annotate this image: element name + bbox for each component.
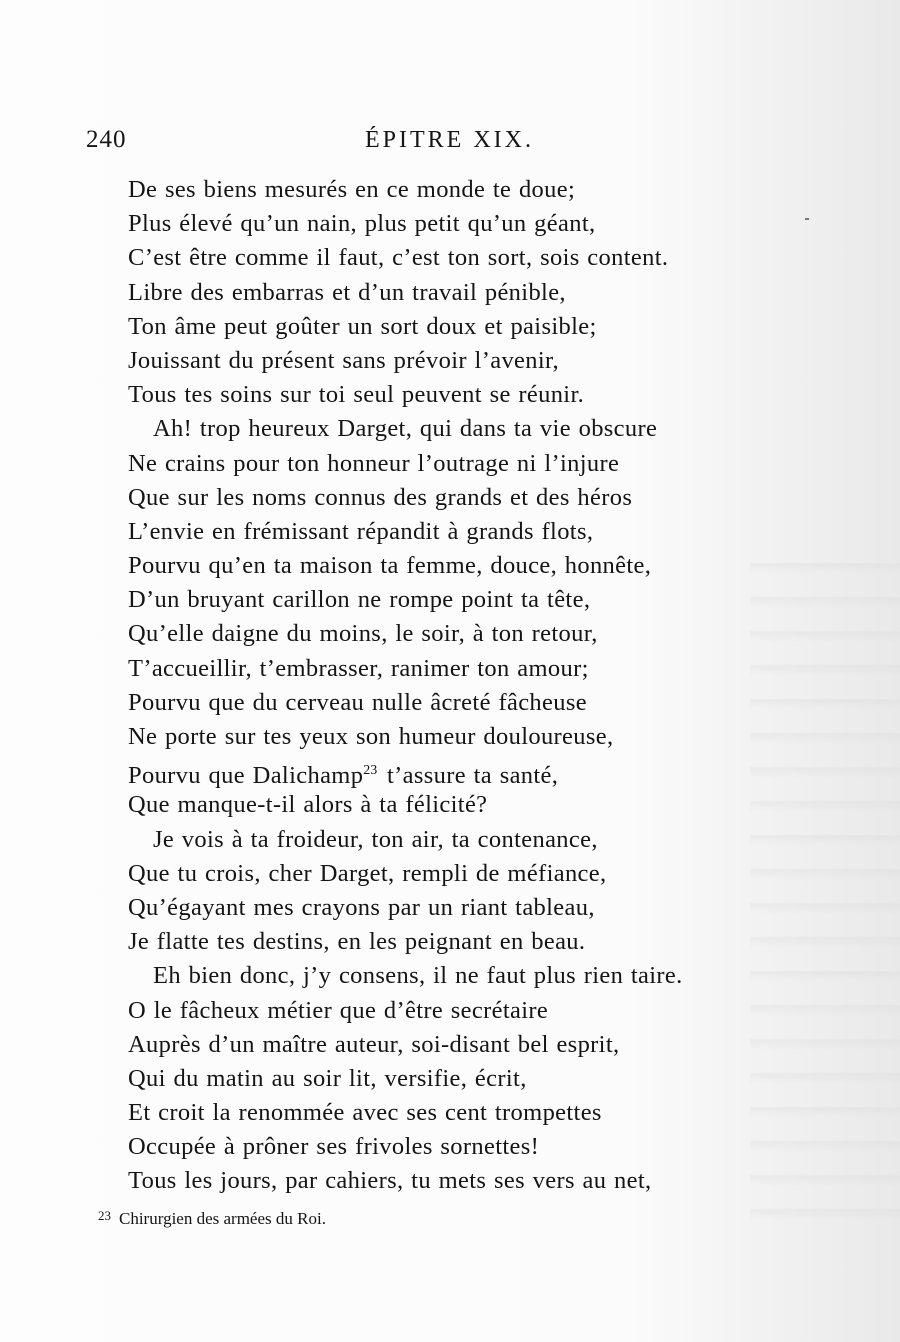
page-number: 240 bbox=[86, 126, 127, 153]
footnote-number: 23 bbox=[98, 1208, 111, 1223]
verse-line: Tous tes soins sur toi seul peuvent se réunir. bbox=[128, 381, 585, 409]
poem-body bbox=[128, 173, 738, 1199]
verse-line: Pourvu que du cerveau nulle âcreté fâcheuse bbox=[128, 688, 587, 716]
verse-line: Que manque-t-il alors à ta félicité? bbox=[128, 791, 488, 819]
verse-line-with-footnote bbox=[128, 754, 738, 788]
verse-line: Jouissant du présent sans prévoir l’avenir, bbox=[128, 346, 560, 374]
verse-line: Libre des embarras et d’un travail pénible, bbox=[128, 278, 566, 306]
verse-line: T’accueillir, t’embrasser, ranimer ton amour; bbox=[128, 654, 589, 682]
verse-line: L’envie en frémissant répandit à grands flots, bbox=[128, 517, 594, 545]
verse-line: Que sur les noms connus des grands et des héros bbox=[128, 483, 633, 511]
footnote-text: Chirurgien des armées du Roi. bbox=[119, 1209, 326, 1228]
verse-line-stanza-start: Ah! trop heureux Darget, qui dans ta vie obscure bbox=[153, 415, 658, 443]
verse-line: Qui du matin au soir lit, versifie, écrit, bbox=[128, 1064, 527, 1092]
verse-text-after-ref: t’assure ta santé, bbox=[379, 762, 559, 790]
margin-mark bbox=[805, 218, 809, 220]
verse-line-stanza-start: Eh bien donc, j’y consens, il ne faut plus rien taire. bbox=[153, 962, 683, 990]
verse-line: Que tu crois, cher Darget, rempli de méfiance, bbox=[128, 859, 607, 887]
verse-line: Occupée à prôner ses frivoles sornettes! bbox=[128, 1133, 540, 1161]
verse-line: Ne porte sur tes yeux son humeur douloureuse, bbox=[128, 723, 614, 750]
verse-line: Pourvu qu’en ta maison ta femme, douce, honnête, bbox=[128, 552, 652, 580]
verse-text-before-ref: Pourvu que Dalichamp bbox=[128, 762, 364, 790]
footnote bbox=[98, 1208, 326, 1229]
footnote-reference[interactable]: 23 bbox=[363, 763, 378, 779]
verse-line: Et croit la renommée avec ses cent trompettes bbox=[128, 1099, 602, 1127]
verse-line: Tous les jours, par cahiers, tu mets ses vers au net, bbox=[128, 1167, 652, 1195]
verse-line: Plus élevé qu’un nain, plus petit qu’un géant, bbox=[128, 210, 596, 238]
verse-line: De ses biens mesurés en ce monde te doue; bbox=[128, 176, 576, 203]
show-through-shadow bbox=[750, 540, 900, 1240]
verse-line: C’est être comme il faut, c’est ton sort, sois content. bbox=[128, 244, 669, 272]
verse-line: D’un bruyant carillon ne rompe point ta tête, bbox=[128, 586, 591, 614]
verse-line: Je flatte tes destins, en les peignant en beau. bbox=[128, 928, 586, 956]
verse-line: Ne crains pour ton honneur l’outrage ni l’injure bbox=[128, 449, 620, 477]
verse-line: Ton âme peut goûter un sort doux et paisible; bbox=[128, 312, 597, 340]
verse-line: Qu’égayant mes crayons par un riant tableau, bbox=[128, 893, 595, 921]
verse-line: Auprès d’un maître auteur, soi-disant bel esprit, bbox=[128, 1030, 620, 1058]
verse-line: O le fâcheux métier que d’être secrétaire bbox=[128, 996, 549, 1024]
verse-line-stanza-start: Je vois à ta froideur, ton air, ta contenance, bbox=[153, 825, 598, 853]
verse-line: Qu’elle daigne du moins, le soir, à ton retour, bbox=[128, 620, 598, 648]
running-title: ÉPITRE XIX. bbox=[365, 127, 534, 153]
